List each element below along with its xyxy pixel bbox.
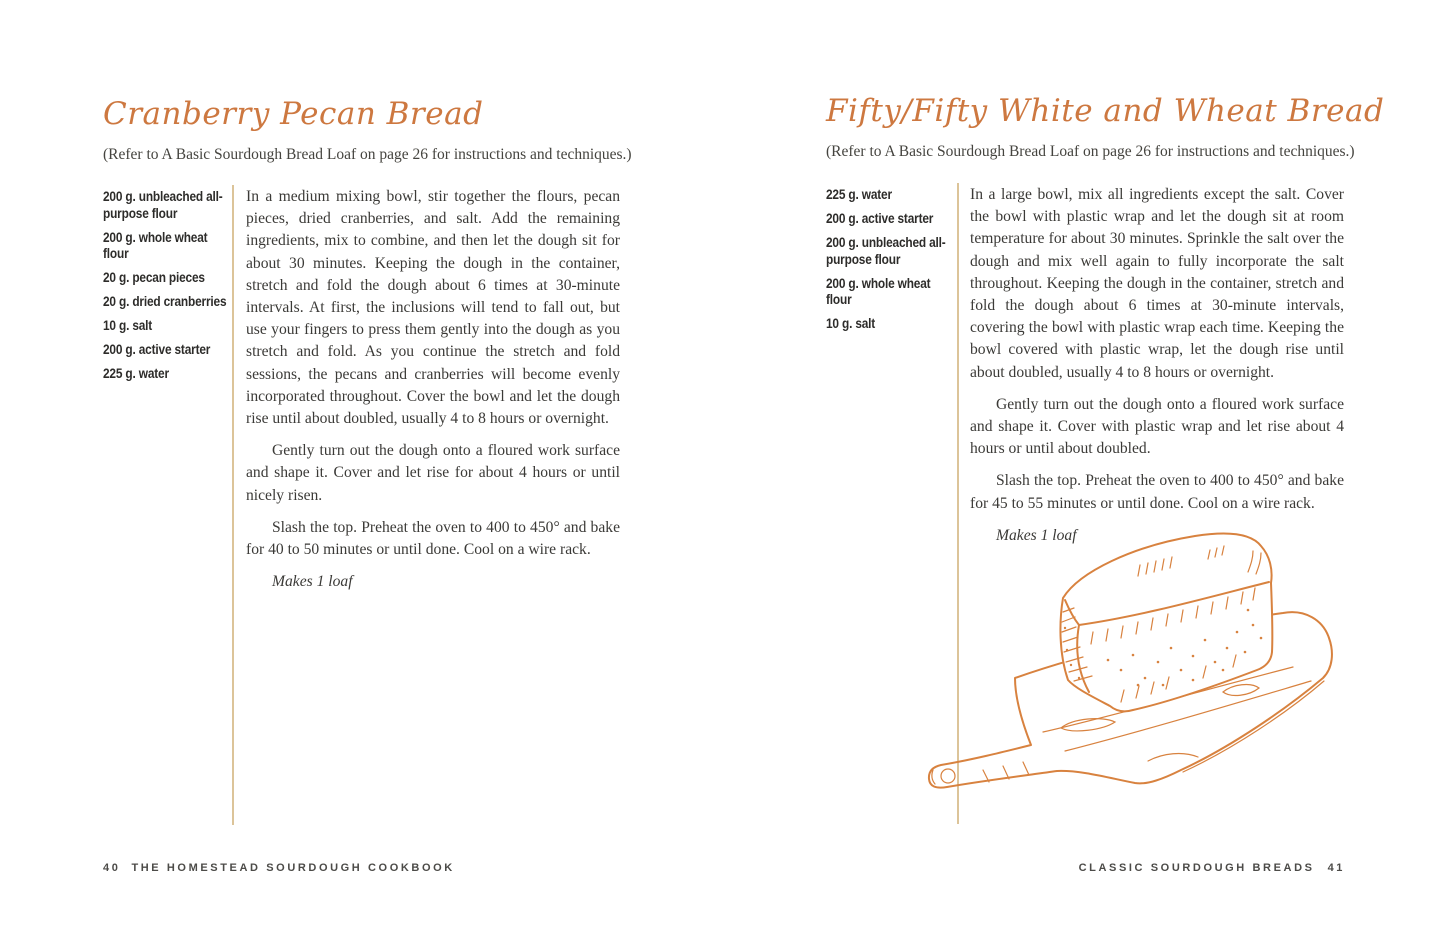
ingredient-list-left [103, 189, 235, 390]
ingredient-item: 225 g. water [826, 187, 892, 202]
instruction-paragraph: In a large bowl, mix all ingredients except the salt. Cover the bowl with plastic wrap and let the dough sit at room temperature for about 30 minutes. Sprinkle the salt over the dough and mix well again to fully incorporate the salt throughout. Keeping the dough in the container, stretch and fold the dough about 6 times at 30-minute intervals, covering the bowl with plastic wrap each time. Keeping the bowl covered with plastic wrap, let the dough rise until about doubled, usually 4 to 8 hours or overnight. [970, 186, 1344, 381]
ingredient-item: 225 g. water [103, 366, 169, 381]
instruction-paragraph: In a medium mixing bowl, stir together the flours, pecan pieces, dried cranberries, and salt. Add the remaining ingredients, mix to combine, and then let the dough sit for about 30 minutes. Keeping the dough in the container, stretch and fold the dough about 6 times at 30-minute intervals. At first, the inclusions will tend to fall out, but use your fingers to press them gently into the dough as you stretch and fold. As you continue the stretch and fold sessions, the pecans and cranberries will become evenly incorporated throughout. Cover the bowl and let the dough rise until about doubled, usually 4 to 8 hours or overnight. [246, 188, 620, 428]
ingredient-item: 200 g. active starter [826, 211, 934, 226]
ingredient-item: 10 g. salt [826, 316, 876, 331]
ingredient-list-right [826, 187, 958, 340]
recipe-title-left: Cranberry Pecan Bread [103, 96, 484, 132]
page-number-right: 41 [1327, 862, 1345, 874]
instruction-paragraph: Slash the top. Preheat the oven to 400 to 450° and bake for 40 to 50 minutes or until done. Cool on a wire rack. [246, 518, 620, 559]
instruction-paragraph: Gently turn out the dough onto a floured work surface and shape it. Cover with plastic wrap and let rise about 4 hours or until about doubled. [970, 395, 1344, 458]
book-title-footer: THE HOMESTEAD SOURDOUGH COOKBOOK [131, 862, 455, 874]
running-footer-left [103, 862, 455, 874]
column-divider-left [232, 185, 234, 825]
ingredient-item: 200 g. whole wheat flour [103, 229, 208, 261]
ingredient-item: 200 g. unbleached all-purpose flour [103, 189, 223, 221]
recipe-reference-left: (Refer to A Basic Sourdough Bread Loaf on page 26 for instructions and techniques.) [103, 146, 632, 163]
ingredient-item: 20 g. pecan pieces [103, 270, 205, 285]
page-number-left: 40 [103, 862, 121, 874]
ingredient-item: 200 g. whole wheat flour [826, 275, 931, 307]
recipe-title-right: Fifty/Fifty White and Wheat Bread [826, 93, 1385, 129]
ingredient-item: 200 g. unbleached all-purpose flour [826, 235, 946, 267]
instruction-paragraph: Slash the top. Preheat the oven to 400 to 450° and bake for 45 to 55 minutes or until done. Cool on a wire rack. [970, 472, 1344, 512]
ingredient-item: 20 g. dried cranberries [103, 294, 227, 309]
ingredient-item: 10 g. salt [103, 318, 153, 333]
yield-note: Makes 1 loaf [996, 526, 1077, 544]
instruction-paragraph: Gently turn out the dough onto a floured work surface and shape it. Cover and let rise for about 4 hours or until nicely risen. [246, 442, 620, 504]
recipe-reference-right: (Refer to A Basic Sourdough Bread Loaf on page 26 for instructions and techniques.) [826, 143, 1355, 160]
ingredient-item: 200 g. active starter [103, 342, 211, 357]
running-footer-right [1079, 862, 1345, 874]
bread-on-cutting-board-illustration [893, 520, 1363, 820]
instructions-left [246, 186, 620, 603]
chapter-title-footer: CLASSIC SOURDOUGH BREADS [1078, 862, 1315, 874]
yield-note: Makes 1 loaf [272, 573, 353, 591]
instructions-right [970, 184, 1344, 557]
